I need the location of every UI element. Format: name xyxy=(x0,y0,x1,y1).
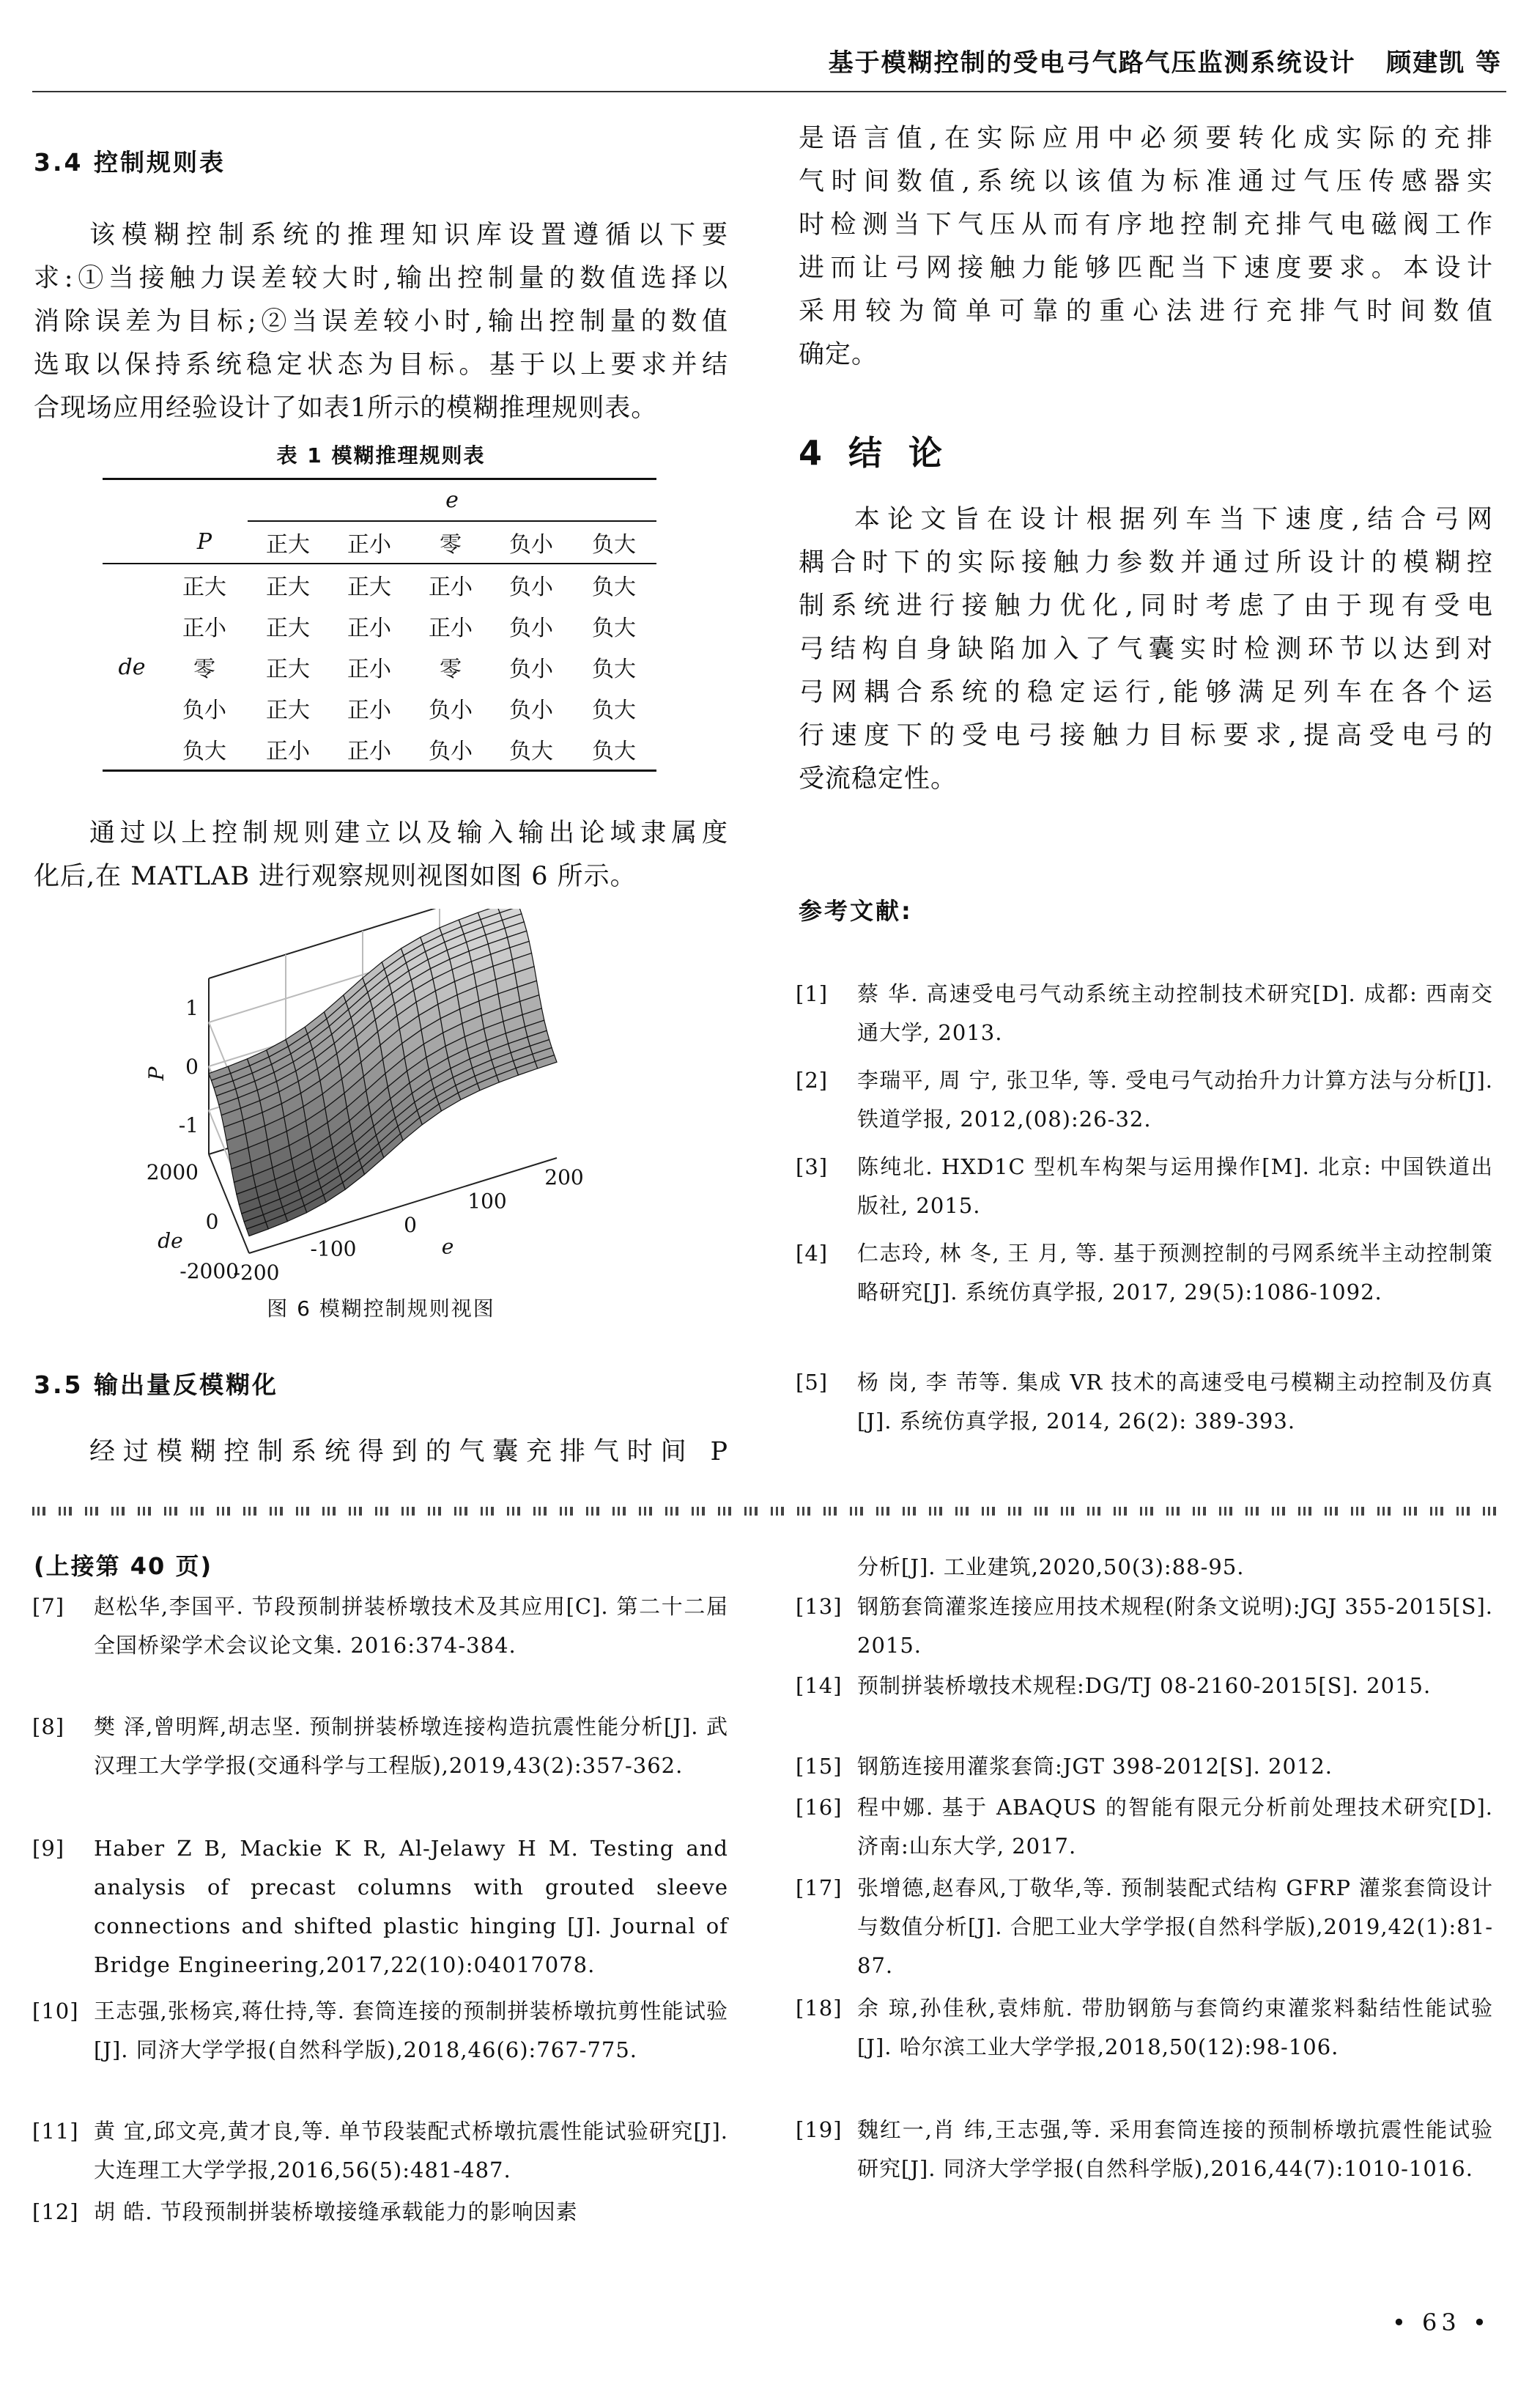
table-cell: 负小 xyxy=(509,616,553,641)
reference-text: 余 琼,孙佳秋,袁炜航. 带肋钢筋与套筒约束灌浆料黏结性能试验[J]. 哈尔滨工业大学学报,2018,50(12):98-106. xyxy=(857,1996,1493,2059)
table-row xyxy=(103,605,656,646)
table-col-header: 负小 xyxy=(491,521,571,564)
reference-text: 仁志玲, 林 冬, 王 月, 等. 基于预测控制的弓网系统半主动控制策略研究[J]. 系统仿真学报, 2017, 29(5):1086-1092. xyxy=(857,1241,1493,1304)
y-axis-label: de xyxy=(158,1228,183,1253)
reference-item xyxy=(32,1829,728,1985)
table-caption: 表 1 模糊推理规则表 xyxy=(276,443,486,468)
reference-item xyxy=(32,1708,728,1785)
table-cell: 负大 xyxy=(571,728,656,771)
table-cell: 正小 xyxy=(248,728,328,771)
reference-item xyxy=(796,975,1493,1052)
reference-number: [14] xyxy=(796,1673,843,1698)
table-col-header: 负大 xyxy=(571,521,656,564)
reference-item xyxy=(796,1869,1493,1985)
table-cell: 负大 xyxy=(491,728,571,771)
table-cell: 正大 xyxy=(266,698,310,723)
x-axis-label: e xyxy=(441,1234,454,1259)
table-row xyxy=(103,564,656,605)
figure-6-surface xyxy=(92,909,692,1290)
reference-text: 分析[J]. 工业建筑,2020,50(3):88-95. xyxy=(857,1554,1245,1579)
reference-number: [16] xyxy=(796,1795,843,1820)
table-cell: 正小 xyxy=(429,575,473,600)
reference-number: [7] xyxy=(32,1594,65,1619)
reference-text: 钢筋连接用灌浆套筒:JGT 398-2012[S]. 2012. xyxy=(857,1754,1333,1779)
reference-item xyxy=(32,1587,728,1665)
reference-text: 陈纯北. HXD1C 型机车构架与运用操作[M]. 北京: 中国铁道出版社, 2015. xyxy=(857,1154,1493,1218)
paragraph-conclusion xyxy=(799,498,1493,801)
reference-item xyxy=(796,1587,1493,1665)
text-line: 气时间数值,系统以该值为标准通过气压传感器实 xyxy=(799,167,1493,196)
text-line: 弓网耦合系统的稳定运行,能够满足列车在各个运 xyxy=(799,678,1493,707)
table-row-header: 负大 xyxy=(161,728,248,771)
text-line: 制系统进行接触力优化,同时考虑了由于现有受电 xyxy=(799,591,1493,621)
table-col-header: 正小 xyxy=(328,521,410,564)
table-cell: 负小 xyxy=(509,698,553,723)
reference-number: [1] xyxy=(796,981,829,1006)
table-cell: 负大 xyxy=(592,698,636,723)
surface-plot-svg xyxy=(92,909,692,1290)
continuation-title: (上接第 40 页) xyxy=(34,1552,213,1580)
reference-number: [12] xyxy=(32,2199,79,2224)
reference-text: 李瑞平, 周 宁, 张卫华, 等. 受电弓气动抬升力计算方法与分析[J]. 铁道学报, 2012,(08):26-32. xyxy=(857,1068,1493,1132)
table-cell: 正小 xyxy=(347,657,391,682)
text-line: 弓结构自身缺陷加入了气囊实时检测环节以达到对 xyxy=(799,635,1493,664)
text-line: 选取以保持系统稳定状态为目标。基于以上要求并结 xyxy=(34,350,728,380)
reference-item xyxy=(32,2112,728,2190)
table-row xyxy=(103,646,656,687)
reference-item xyxy=(796,1234,1493,1312)
reference-text: 钢筋套筒灌浆连接应用技术规程(附条文说明):JGJ 355-2015[S]. 2015. xyxy=(857,1594,1493,1658)
table-row-header: 负小 xyxy=(182,698,226,723)
x-tick-label: 0 xyxy=(404,1213,417,1237)
text-line: 采用较为简单可靠的重心法进行充排气时间数值 xyxy=(799,297,1493,326)
table-row-header: 正大 xyxy=(182,575,226,600)
paragraph-defuzz xyxy=(34,1431,728,1474)
reference-number: [3] xyxy=(796,1154,829,1179)
table-cell: 负大 xyxy=(592,575,636,600)
reference-text: 赵松华,李国平. 节段预制拼装桥墩技术及其应用[C]. 第二十二届全国桥梁学术会议论文集. 2016:374-384. xyxy=(94,1594,728,1658)
reference-number: [15] xyxy=(796,1754,843,1779)
reference-item xyxy=(796,1061,1493,1139)
reference-text: 程中娜. 基于 ABAQUS 的智能有限元分析前处理技术研究[D]. 济南:山东大学, 2017. xyxy=(857,1795,1493,1859)
table-p-label: P xyxy=(161,521,248,564)
y-tick-label: 2000 xyxy=(146,1160,199,1184)
section-3-5-title: 3.5 输出量反模糊化 xyxy=(34,1370,278,1399)
table-cell: 负小 xyxy=(410,728,491,771)
reference-text: 蔡 华. 高速受电弓气动系统主动控制技术研究[D]. 成都: 西南交通大学, 2013. xyxy=(857,981,1493,1045)
reference-item xyxy=(796,1788,1493,1866)
table-e-label: e xyxy=(248,480,656,521)
reference-number: [8] xyxy=(32,1714,65,1739)
table-cell: 正小 xyxy=(328,728,410,771)
reference-text: Haber Z B, Mackie K R, Al-Jelawy H M. Testing and analysis of precast columns with grouted sleeve connections and shifted plastic hinging [J]. Journal of Bridge Engineering,2017,22(10):04017078. xyxy=(94,1836,728,1977)
y-tick-label: -2000 xyxy=(179,1259,239,1283)
x-tick-label: 100 xyxy=(467,1189,507,1214)
text-line: 受流稳定性。 xyxy=(799,764,958,794)
figure-caption: 图 6 模糊控制规则视图 xyxy=(267,1296,495,1321)
x-tick-label: 200 xyxy=(544,1165,584,1189)
reference-number: [18] xyxy=(796,1996,843,2021)
text-line: 合现场应用经验设计了如表1所示的模糊推理规则表。 xyxy=(34,394,658,423)
header-title: 基于模糊控制的受电弓气路气压监测系统设计 xyxy=(828,48,1356,78)
text-line: 行速度下的受电弓接触力目标要求,提高受电弓的 xyxy=(799,721,1493,750)
reference-item xyxy=(796,1363,1493,1441)
reference-number: [9] xyxy=(32,1836,65,1861)
reference-number: [2] xyxy=(796,1068,829,1093)
z-tick-label: 1 xyxy=(185,996,199,1020)
table-row-header: 正小 xyxy=(182,616,226,641)
reference-text: 魏红一,肖 纬,王志强,等. 采用套筒连接的预制桥墩抗震性能试验研究[J]. 同济大学学报(自然科学版),2016,44(7):1010-1016. xyxy=(857,2117,1493,2181)
table-cell: 正小 xyxy=(347,616,391,641)
table-cell: 负小 xyxy=(429,698,473,723)
header-rule xyxy=(32,91,1506,92)
reference-text: 张增德,赵春风,丁敬华,等. 预制装配式结构 GFRP 灌浆套筒设计与数值分析[J]. 合肥工业大学学报(自然科学版),2019,42(1):81-87. xyxy=(857,1875,1493,1978)
table-row xyxy=(103,687,656,728)
z-axis-label: P xyxy=(144,1066,169,1081)
reference-text: 樊 泽,曾明辉,胡志坚. 预制拼装桥墩连接构造抗震性能分析[J]. 武汉理工大学学报(交通科学与工程版),2019,43(2):357-362. xyxy=(94,1714,728,1778)
rules-table-wrap xyxy=(103,478,656,772)
reference-item xyxy=(796,1667,1493,1705)
section-divider xyxy=(32,1507,1506,1516)
text-line: 时检测当下气压从而有序地控制充排气电磁阀工作 xyxy=(799,210,1493,240)
table-cell: 正小 xyxy=(347,698,391,723)
y-tick-label: 0 xyxy=(205,1209,219,1234)
reference-number: [5] xyxy=(796,1370,829,1395)
reference-item xyxy=(32,1992,728,2070)
paragraph-rules xyxy=(34,214,728,430)
reference-item xyxy=(796,1148,1493,1225)
text-line: 经过模糊控制系统得到的气囊充排气时间 P xyxy=(89,1437,728,1466)
reference-number: [13] xyxy=(796,1594,843,1619)
header-authors: 顾建凯 等 xyxy=(1386,48,1502,78)
reference-number: [11] xyxy=(32,2119,79,2144)
text-line: 化后,在 MATLAB 进行观察规则视图如图 6 所示。 xyxy=(34,862,637,891)
reference-text: 黄 宜,邱文亮,黄才良,等. 单节段装配式桥墩抗震性能试验研究[J]. 大连理工大学学报,2016,56(5):481-487. xyxy=(94,2119,728,2182)
text-line: 该模糊控制系统的推理知识库设置遵循以下要 xyxy=(89,221,728,250)
reference-text: 胡 皓. 节段预制拼装桥墩接缝承载能力的影响因素 xyxy=(94,2199,578,2224)
reference-item xyxy=(796,2111,1493,2188)
x-tick-label: -200 xyxy=(233,1261,280,1285)
reference-number: [10] xyxy=(32,1999,79,2023)
table-col-header: 零 xyxy=(410,521,491,564)
references-title: 参考文献: xyxy=(799,897,913,925)
reference-item xyxy=(796,1989,1493,2067)
z-tick-label: -1 xyxy=(178,1113,199,1137)
paragraph-continuation xyxy=(799,117,1493,377)
x-tick-label: -100 xyxy=(310,1236,357,1261)
rules-table xyxy=(103,480,656,772)
table-cell: 负大 xyxy=(592,616,636,641)
text-line: 耦合时下的实际接触力参数并通过所设计的模糊控 xyxy=(799,548,1493,577)
table-row-header: 零 xyxy=(193,657,215,682)
table-col-header: 正大 xyxy=(248,521,328,564)
text-line: 进而让弓网接触力能够匹配当下速度要求。本设计 xyxy=(799,254,1493,283)
table-cell: 零 xyxy=(440,657,462,682)
section-3-4-title: 3.4 控制规则表 xyxy=(34,148,226,177)
z-tick-label: 0 xyxy=(185,1055,199,1079)
text-line: 消除误差为目标;②当误差较小时,输出控制量的数值 xyxy=(34,307,728,336)
table-cell: 正大 xyxy=(347,575,391,600)
reference-text: 王志强,张杨宾,蒋仕持,等. 套筒连接的预制拼装桥墩抗剪性能试验[J]. 同济大学学报(自然科学版),2018,46(6):767-775. xyxy=(94,1999,728,2062)
paragraph-matlab xyxy=(34,812,728,898)
table-row xyxy=(103,728,656,771)
text-line: 是语言值,在实际应用中必须要转化成实际的充排 xyxy=(799,124,1493,153)
section-4-title: 4 结 论 xyxy=(799,433,950,473)
reference-text: 杨 岗, 李 芾等. 集成 VR 技术的高速受电弓模糊主动控制及仿真[J]. 系统仿真学报, 2014, 26(2): 389-393. xyxy=(857,1370,1493,1433)
table-cell: 正大 xyxy=(266,657,310,682)
reference-continuation-line xyxy=(796,1548,1493,1587)
table-cell: 负小 xyxy=(509,657,553,682)
reference-item xyxy=(32,2193,728,2232)
page-number: • 63 • xyxy=(1392,2309,1491,2336)
table-cell: 正大 xyxy=(266,575,310,600)
text-line: 本论文旨在设计根据列车当下速度,结合弓网 xyxy=(854,505,1493,534)
running-header xyxy=(0,43,1502,78)
reference-number: [4] xyxy=(796,1241,829,1266)
text-line: 求:①当接触力误差较大时,输出控制量的数值选择以 xyxy=(34,264,728,293)
table-de-label: de xyxy=(103,564,161,771)
text-line: 确定。 xyxy=(799,340,878,369)
reference-number: [19] xyxy=(796,2117,843,2142)
table-cell: 负大 xyxy=(592,657,636,682)
reference-number: [17] xyxy=(796,1875,843,1900)
reference-text: 预制拼装桥墩技术规程:DG/TJ 08-2160-2015[S]. 2015. xyxy=(857,1673,1432,1698)
table-cell: 负小 xyxy=(509,575,553,600)
table-cell: 正小 xyxy=(429,616,473,641)
table-cell: 正大 xyxy=(266,616,310,641)
reference-item xyxy=(796,1747,1493,1786)
text-line: 通过以上控制规则建立以及输入输出论域隶属度 xyxy=(89,819,728,848)
